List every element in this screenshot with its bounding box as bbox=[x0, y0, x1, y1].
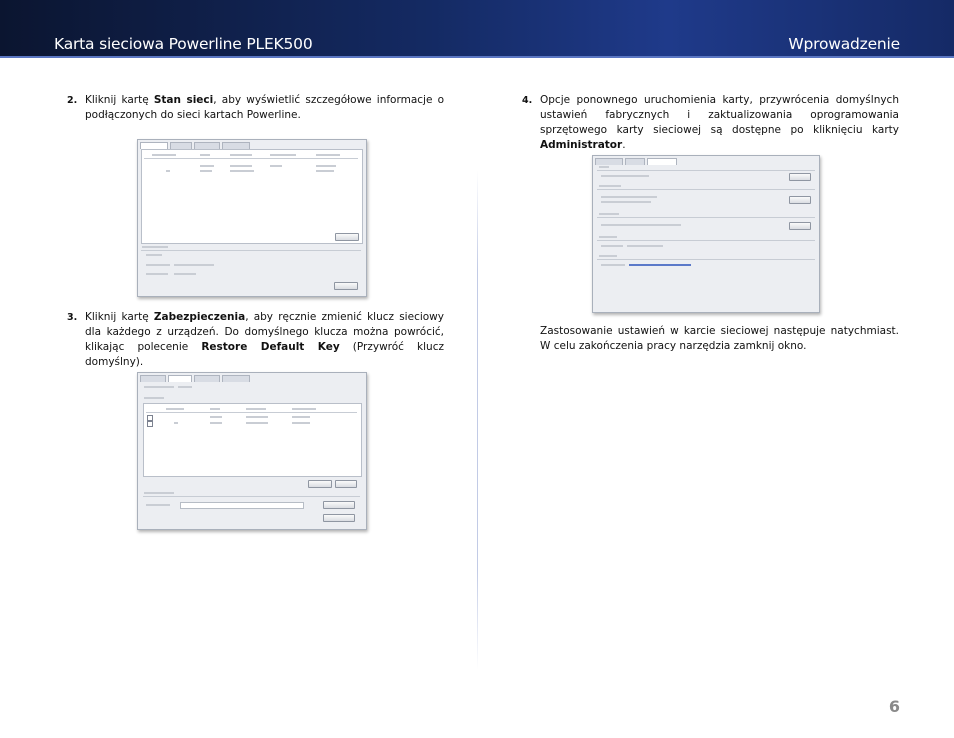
header-rule bbox=[0, 56, 954, 58]
step-2-text-end: , aby wyświetlić szczegółowe informacje o podłączonych do sieci kartach Powerline. bbox=[85, 94, 445, 121]
step-4-tab-name: Administrator bbox=[540, 139, 623, 151]
security-screenshot bbox=[137, 372, 367, 530]
step-3-text-middle: , aby ręcznie zmienić klucz sieciowy dla każdego z urządzeń. Do domyślnego klucza można powrócić, klikając polecenie bbox=[85, 311, 444, 353]
step-3-tab-name: Zabezpieczenia bbox=[153, 311, 246, 323]
page-number: 6 bbox=[888, 697, 900, 716]
device-list-panel bbox=[141, 149, 363, 244]
step-4-text-start: Opcje ponownego uruchomienia karty, przywrócenia domyślnych ustawień fabrycznych i zaktualizowania oprogramowania sprzętowego karty sieciowej są dostępne po kliknięciu karty bbox=[540, 94, 899, 136]
step-3-text-start: Kliknij kartę bbox=[85, 311, 154, 323]
device-key-panel bbox=[143, 403, 362, 477]
document-title: Karta sieciowa Powerline PLEK500 bbox=[54, 35, 313, 53]
step-2-text-start: Kliknij kartę bbox=[85, 94, 154, 106]
administrator-screenshot bbox=[592, 155, 820, 313]
column-divider bbox=[477, 170, 478, 670]
step-2-tab-name: Stan sieci bbox=[153, 94, 214, 106]
step-2-number: 2. bbox=[67, 95, 78, 106]
step-4-text-end: . bbox=[622, 139, 626, 151]
section-title: Wprowadzenie bbox=[788, 35, 900, 53]
step-3 bbox=[67, 310, 444, 370]
closing-note: Zastosowanie ustawień w karcie sieciowej następuje natychmiast. W celu zakończenia pracy narzędzia zamknij okno. bbox=[540, 325, 899, 352]
step-3-text-end: (Przywróć klucz domyślny). bbox=[85, 341, 444, 368]
step-4-number: 4. bbox=[522, 95, 533, 106]
network-status-screenshot bbox=[137, 139, 367, 297]
step-3-command-name: Restore Default Key bbox=[201, 341, 340, 353]
step-4 bbox=[522, 93, 899, 153]
step-3-number: 3. bbox=[67, 312, 78, 323]
step-2 bbox=[67, 93, 445, 123]
